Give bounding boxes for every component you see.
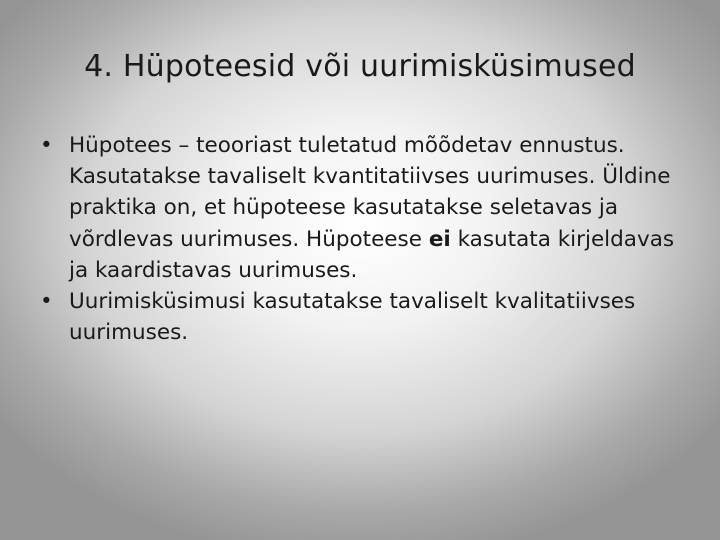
- bold-word: ei: [428, 226, 451, 252]
- bullet-text-part: Hüpotees – teooriast tuletatud mõõdetav ennustus. Kasutatakse tavaliselt kvantitatiivses uurimuses. Üldine praktika on, et hüpoteese kasutatakse seletavas ja võrdlevas uurimuses. Hüpoteese: [69, 133, 671, 252]
- bullet-icon: •: [40, 289, 53, 315]
- slide-title: 4. Hüpoteesid või uurimisküsimused: [84, 49, 636, 84]
- bullet-item-hypothesis: [36, 130, 696, 286]
- bullet-item-research-questions: [36, 286, 696, 348]
- bullet-list: [36, 130, 696, 348]
- bullet-text-part: kasutata kirjeldavas ja kaardistavas uurimuses.: [69, 226, 675, 283]
- bullet-text: Uurimisküsimusi kasutatakse tavaliselt kvalitatiivses uurimuses.: [69, 289, 636, 346]
- bullet-icon: •: [40, 133, 53, 158]
